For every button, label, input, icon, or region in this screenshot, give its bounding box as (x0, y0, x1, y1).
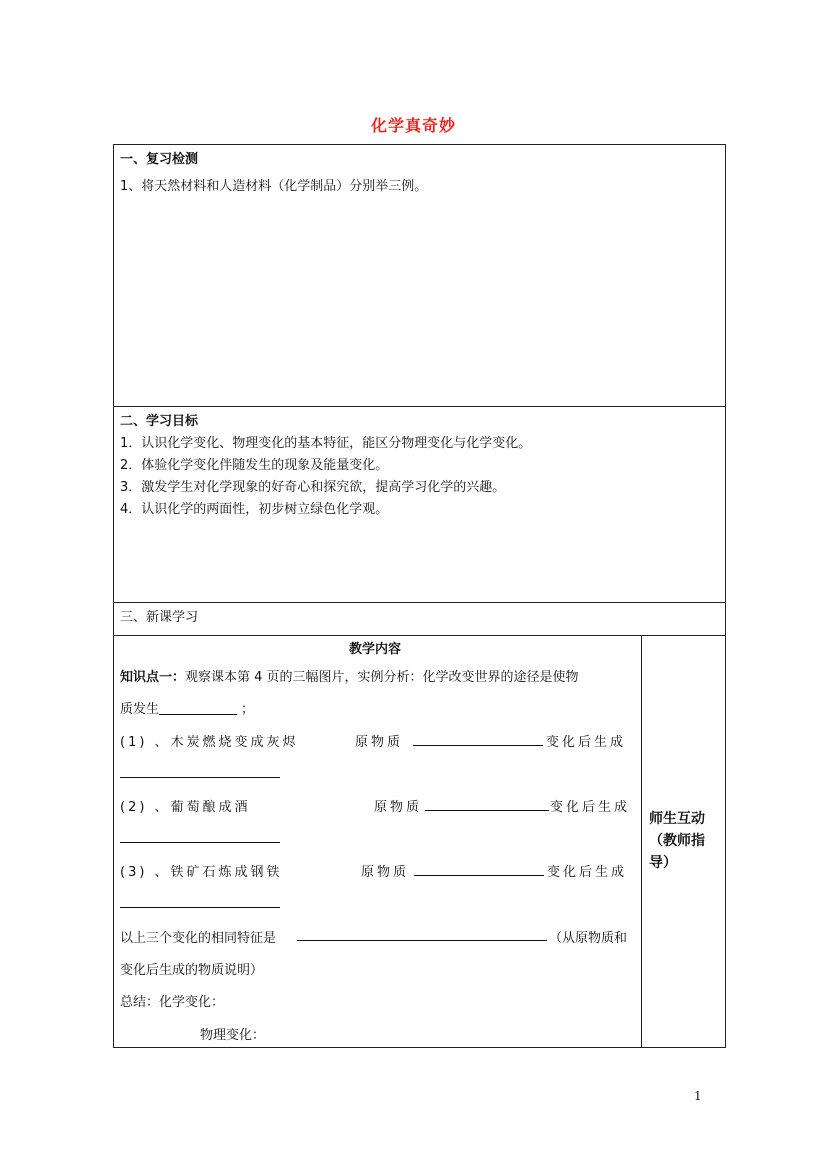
after-label: 变化后生成 (546, 735, 627, 750)
answer-blank[interactable] (414, 863, 544, 876)
review-heading: 一、复习检测 (120, 152, 199, 167)
common-feature-hint-2: 变化后生成的物质说明） (120, 963, 264, 978)
content-header: 教学内容 (349, 642, 402, 657)
goals-heading: 二、学习目标 (120, 414, 199, 429)
original-label: 原物质 (361, 865, 410, 880)
page-title: 化学真奇妙 (370, 116, 456, 135)
after-label: 变化后生成 (550, 800, 631, 815)
goal-item: 3．激发学生对化学现象的好奇心和探究欲，提高学习化学的兴趣。 (120, 480, 506, 495)
new-lesson-section (113, 602, 726, 636)
example-2: (2) 、葡萄酿成酒 (120, 800, 251, 815)
answer-blank[interactable] (425, 798, 549, 811)
goal-item: 1．认识化学变化、物理变化的基本特征，能区分物理变化与化学变化。 (120, 436, 532, 451)
goal-item: 4．认识化学的两面性，初步树立绿色化学观。 (120, 502, 389, 517)
summary-physical: 物理变化： (200, 1028, 266, 1043)
kp1-text: 观察课本第 4 页的三幅图片，实例分析：化学改变世界的途径是使物 (185, 670, 579, 685)
answer-blank[interactable] (120, 830, 280, 843)
kp1-label: 知识点一： (120, 670, 186, 685)
new-lesson-heading: 三、新课学习 (120, 610, 199, 625)
kp1-line-2 (120, 698, 254, 717)
knowledge-point-1 (120, 666, 579, 685)
column-divider (641, 635, 642, 1048)
answer-blank[interactable] (120, 895, 280, 908)
example-3: (3) 、铁矿石炼成钢铁 (120, 865, 283, 880)
teacher-interaction-note: 师生互动（教师指导） (649, 811, 705, 871)
kp1-text-2: 质发生 (120, 702, 160, 717)
answer-blank[interactable] (413, 733, 543, 746)
answer-blank[interactable] (297, 928, 547, 941)
common-feature-hint: （从原物质和 (549, 931, 628, 946)
answer-blank[interactable] (159, 702, 237, 715)
answer-blank[interactable] (120, 765, 280, 778)
review-question-1: 1、将天然材料和人造材料（化学制品）分别举三例。 (120, 179, 428, 194)
summary-chemical: 总结：化学变化： (120, 995, 225, 1010)
common-feature-label: 以上三个变化的相同特征是 (120, 931, 277, 946)
page-number: 1 (694, 1089, 702, 1103)
original-label: 原物质 (374, 800, 423, 815)
example-1: (1) 、木炭燃烧变成灰烬 (120, 735, 299, 750)
after-label: 变化后生成 (547, 865, 628, 880)
goal-item: 2．体验化学变化伴随发生的现象及能量变化。 (120, 458, 389, 473)
kp1-end: ； (241, 702, 255, 717)
original-label: 原物质 (355, 735, 404, 750)
